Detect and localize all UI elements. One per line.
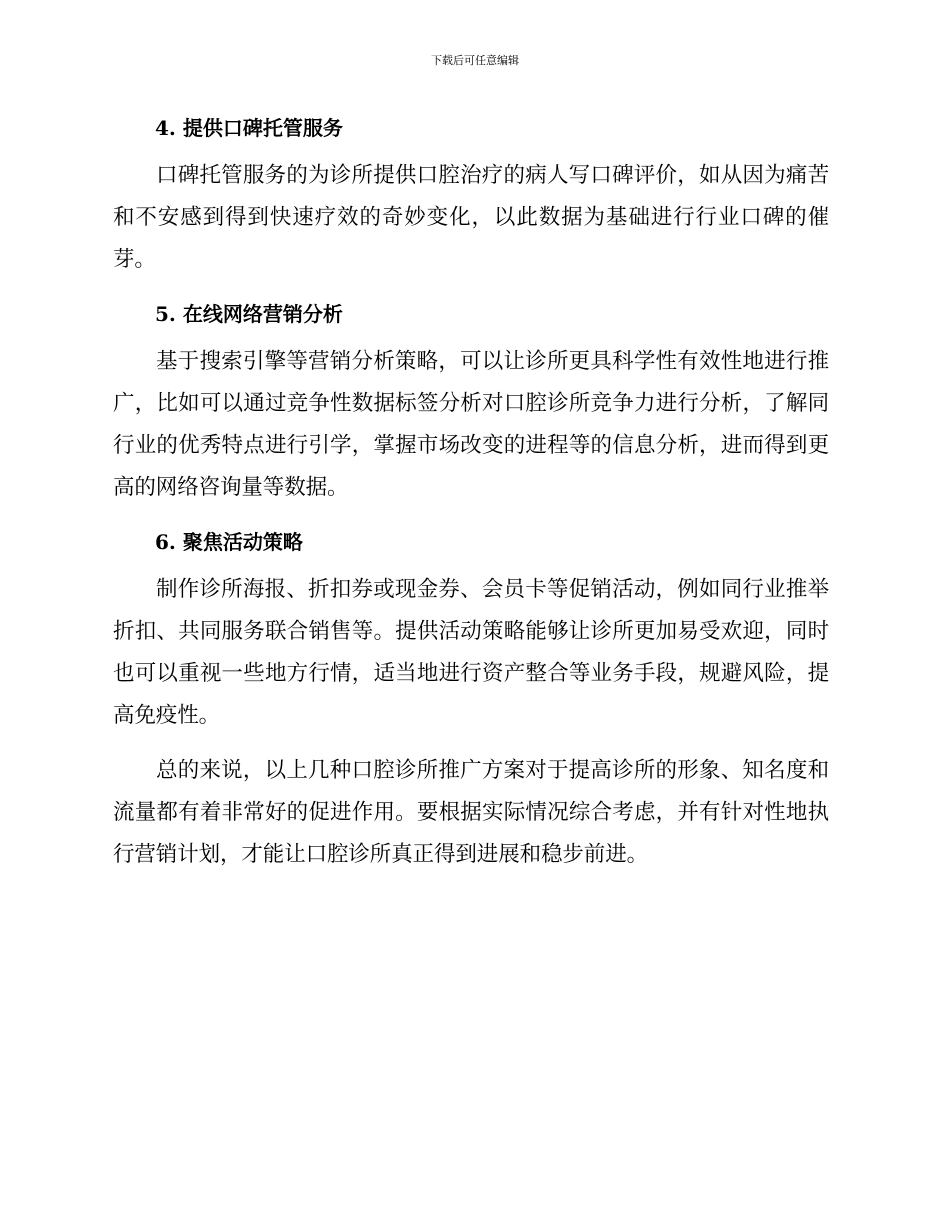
- section-heading-4: 4. 提供口碑托管服务: [155, 116, 343, 140]
- section-paragraph-5: 基于搜索引擎等营销分析策略，可以让诊所更具科学性有效性地进行推广，比如可以通过竞争性数据标签分析对口腔诊所竞争力进行分析，了解同行业的优秀特点进行引学，掌握市场改变的进程等的信息分析，进而得到更高的网络咨询量等数据。: [113, 349, 829, 500]
- section-heading-6: 6. 聚焦活动策略: [155, 530, 303, 554]
- conclusion-paragraph: 总的来说，以上几种口腔诊所推广方案对于提高诊所的形象、知名度和流量都有着非常好的促进作用。要根据实际情况综合考虑，并有针对性地执行营销计划，才能让口腔诊所真正得到进展和稳步前进。: [113, 758, 829, 867]
- section-paragraph-4: 口碑托管服务的为诊所提供口腔治疗的病人写口碑评价，如从因为痛苦和不安感到得到快速疗效的奇妙变化，以此数据为基础进行行业口碑的催芽。: [113, 163, 829, 272]
- page-header: 下载后可任意编辑: [431, 54, 519, 67]
- section-heading-5: 5. 在线网络营销分析: [155, 302, 343, 326]
- document-body: [113, 108, 829, 889]
- section-paragraph-6: 制作诊所海报、折扣券或现金券、会员卡等促销活动，例如同行业推举折扣、共同服务联合销售等。提供活动策略能够让诊所更加易受欢迎，同时也可以重视一些地方行情，适当地进行资产整合等业务手段，规避风险，提高免疫性。: [113, 577, 829, 728]
